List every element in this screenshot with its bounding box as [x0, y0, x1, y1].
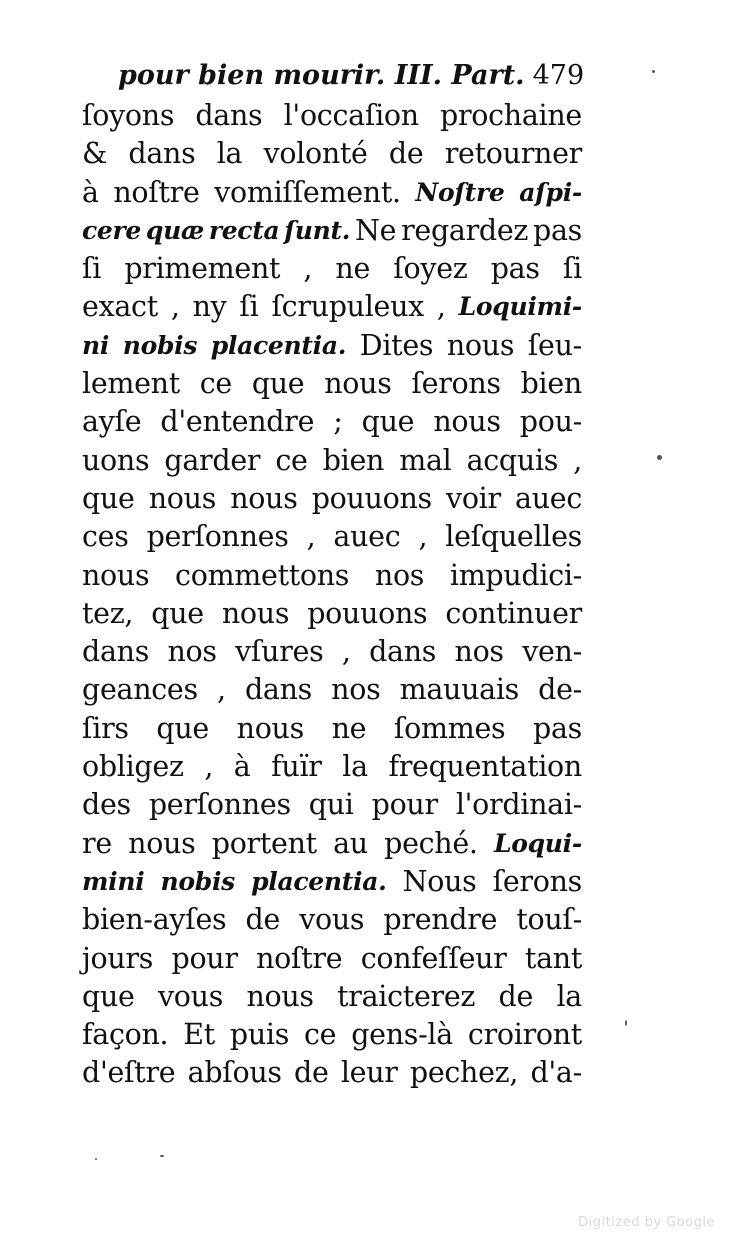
word: jours [82, 941, 154, 975]
text-line [82, 863, 582, 901]
body-text [82, 97, 582, 1093]
word: la [216, 137, 243, 171]
word: prendre [383, 903, 498, 937]
word: au [333, 826, 368, 860]
text-line [82, 174, 582, 212]
word: prochaine [440, 99, 582, 132]
latin-quote-word: placentia. [251, 866, 387, 896]
word: , [573, 443, 582, 477]
word: , [217, 673, 226, 707]
text-line [82, 595, 582, 633]
word: continuer [445, 596, 582, 630]
word: ayſe [82, 405, 142, 439]
word: noſtre [256, 941, 343, 975]
word: tant [524, 941, 582, 975]
word: retourner [444, 137, 582, 171]
latin-quote-word: mini [82, 866, 145, 896]
word: uons [82, 443, 150, 477]
word: bien [322, 443, 385, 477]
word: de [245, 903, 281, 937]
word: regardez [401, 213, 529, 247]
latin-quote-word: aſpi- [519, 177, 582, 207]
text-line [82, 480, 582, 518]
word: Nous [402, 864, 477, 898]
word: , [306, 520, 316, 554]
word: la [556, 979, 582, 1013]
word: perſonnes [146, 520, 289, 554]
word: des [82, 788, 131, 822]
word: nous [82, 558, 150, 592]
latin-quote-word: nobis [122, 330, 198, 360]
text-line [82, 786, 582, 824]
word: frequentation [388, 750, 582, 784]
word: que [151, 596, 204, 630]
word: que [156, 711, 209, 745]
word: nous [148, 481, 217, 515]
word: obligez [82, 750, 184, 784]
word: commettons [175, 558, 350, 592]
word: dans [244, 673, 312, 707]
text-line [82, 212, 582, 250]
text-line [82, 442, 582, 480]
word: l'occaſion [283, 99, 419, 132]
word: pechez, [409, 1056, 519, 1090]
word: nous [246, 979, 314, 1013]
word: impudici- [449, 558, 582, 592]
word: geances [82, 673, 198, 707]
running-title: pour bien mourir. III. Part. [118, 60, 525, 91]
scan-speck [625, 1020, 627, 1026]
text-line [82, 97, 582, 135]
text-line [82, 671, 582, 709]
word: d'eſtre [82, 1056, 176, 1090]
latin-quote-word: Loquimi- [458, 292, 582, 322]
scan-speck [657, 455, 662, 460]
word: ſoyons [82, 99, 175, 132]
text-line [82, 557, 582, 595]
text-line [82, 365, 582, 403]
word: pas [533, 213, 582, 247]
word: de [388, 137, 424, 171]
word: tez, [82, 596, 134, 630]
word: re [82, 826, 112, 860]
text-line [82, 940, 582, 978]
word: pas [533, 711, 582, 745]
text-line [82, 978, 582, 1016]
scan-speck [95, 1158, 97, 1160]
text-line [82, 518, 582, 556]
word: pour [171, 941, 238, 975]
word: voir [446, 481, 501, 515]
word: que [251, 367, 305, 401]
text-line [82, 748, 582, 786]
word: dans [128, 137, 196, 171]
word: ſirs [82, 711, 129, 745]
word: ny [192, 290, 227, 324]
text-line [82, 825, 582, 863]
running-header [118, 56, 598, 96]
word: vomiſſement. [214, 175, 401, 209]
word: qui [308, 788, 354, 822]
word: ; [333, 405, 343, 439]
latin-quote-word: ni [82, 330, 110, 360]
word: portent [211, 826, 317, 860]
word: Dites [359, 328, 434, 362]
scan-speck [160, 1155, 164, 1157]
word: leſquelles [445, 520, 582, 554]
word: nous [446, 328, 515, 362]
word: à [233, 750, 251, 784]
latin-quote-word: recta [208, 215, 280, 245]
word: ſi [562, 252, 582, 286]
word: ces [82, 520, 129, 554]
word: ne [331, 711, 367, 745]
word: ce [199, 367, 232, 401]
word: vſures [235, 635, 324, 669]
word: nous [230, 481, 298, 515]
word: gens-là [351, 1018, 453, 1052]
word: touſ- [516, 903, 582, 937]
word: que [361, 405, 415, 439]
text-line [82, 1054, 582, 1092]
word: dans [195, 99, 263, 132]
word: bien-ayſes [82, 903, 227, 937]
word: dans [369, 635, 437, 669]
word: que [82, 481, 135, 515]
word: pour [371, 788, 438, 822]
word: nos [331, 673, 381, 707]
scan-speck [652, 70, 655, 73]
text-line [82, 135, 582, 173]
text-line [82, 327, 582, 365]
word: traicterez [337, 979, 476, 1013]
word: à [82, 175, 99, 209]
word: d'entendre [160, 405, 315, 439]
word: abſous [187, 1056, 282, 1090]
word: nous [324, 367, 392, 401]
text-line [82, 288, 582, 326]
word: pas [490, 252, 540, 286]
page-number: 479 [532, 60, 585, 91]
word: Ne [354, 213, 397, 247]
word: perſonnes [148, 788, 291, 822]
word: ven- [522, 635, 582, 669]
word: peché. [384, 826, 478, 860]
word: lement [82, 367, 180, 401]
word: nous [433, 405, 501, 439]
word: , [418, 520, 428, 554]
word: , [170, 290, 180, 324]
word: nos [454, 635, 504, 669]
latin-quote-word: cere [82, 215, 142, 245]
text-line [82, 1016, 582, 1054]
word: de- [538, 673, 582, 707]
word: nos [374, 558, 425, 592]
text-line [82, 403, 582, 441]
word: fuïr [271, 750, 322, 784]
word: , [204, 750, 214, 784]
word: mauuais [399, 673, 519, 707]
word: nous [236, 711, 304, 745]
word: garder [164, 443, 261, 477]
word: dans [82, 635, 150, 669]
word: ſoyez [393, 252, 468, 286]
word: , [341, 635, 351, 669]
word: de [294, 1056, 329, 1090]
word: vous [157, 979, 224, 1013]
word: volonté [263, 137, 368, 171]
latin-quote-word: ſunt. [284, 215, 351, 245]
word: confeſſeur [360, 941, 507, 975]
word: de [498, 979, 534, 1013]
word: la [342, 750, 368, 784]
word: nous [128, 826, 196, 860]
text-line [82, 901, 582, 939]
word: ſi [239, 290, 259, 324]
text-line [82, 710, 582, 748]
word: nous [221, 596, 290, 630]
latin-quote-word: nobis [160, 866, 235, 896]
word: pou- [519, 405, 582, 439]
word: nos [167, 635, 217, 669]
word: primement [124, 252, 281, 286]
word: que [82, 979, 135, 1013]
word: ſcrupuleux [271, 290, 424, 324]
latin-quote-word: placentia. [210, 330, 347, 360]
word: ſeu- [527, 328, 582, 362]
word: auec [333, 520, 401, 554]
word: auec [515, 481, 582, 515]
latin-quote-word: Noſtre [415, 177, 505, 207]
word: ſerons [411, 367, 501, 401]
word: croiront [467, 1018, 582, 1052]
word: l'ordinai- [455, 788, 582, 822]
word: ce [275, 443, 308, 477]
word: ſerons [492, 864, 582, 898]
text-line [82, 250, 582, 288]
text-line [82, 633, 582, 671]
word: ce [304, 1018, 337, 1052]
word: pouuons [311, 481, 432, 515]
word: d'a- [530, 1056, 582, 1090]
word: , [436, 290, 446, 324]
word: & [82, 137, 108, 171]
word: ſi [82, 252, 102, 286]
word: Et [183, 1018, 215, 1052]
word: exact [82, 290, 158, 324]
word: ne [335, 252, 371, 286]
word: pouuons [307, 596, 428, 630]
word: façon. [82, 1018, 169, 1052]
word: ſommes [393, 711, 506, 745]
word: noſtre [113, 175, 200, 209]
word: mal [399, 443, 452, 477]
word: leur [340, 1056, 398, 1090]
word: vous [299, 903, 365, 937]
word: acquis [466, 443, 559, 477]
latin-quote-word: Loqui- [493, 828, 582, 858]
latin-quote-word: quæ [145, 215, 204, 245]
watermark: Digitized by Google [578, 1215, 715, 1230]
word: puis [229, 1018, 290, 1052]
word: , [303, 252, 313, 286]
word: bien [520, 367, 582, 401]
